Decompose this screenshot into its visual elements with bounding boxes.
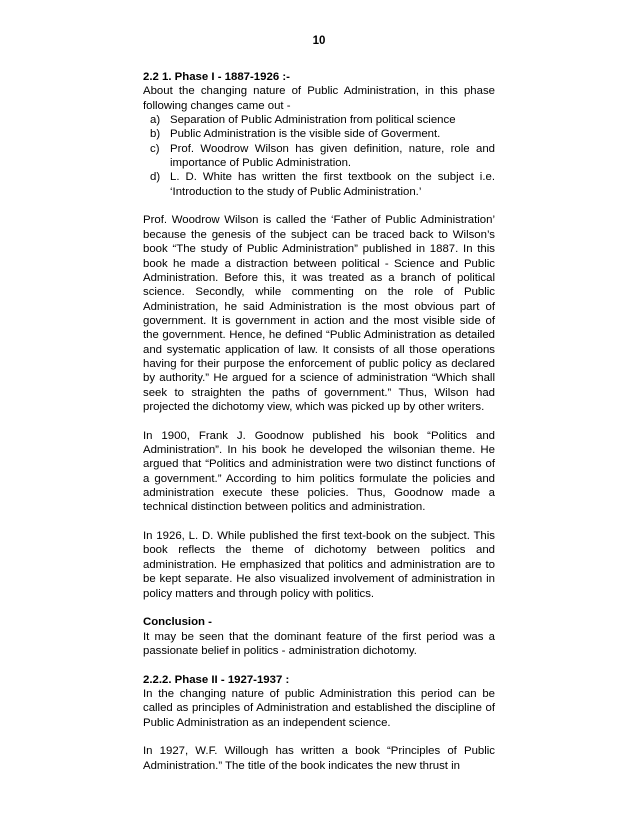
phase-2-text: In the changing nature of public Administration this period can be called as principles of Administration and established the discipline of Public Administration as an independent science.: [143, 688, 495, 729]
list-marker: a): [150, 114, 161, 127]
wilson-paragraph: Prof. Woodrow Wilson is called the ‘Father of Public Administration’ because the genesis of the subject can be traced back to Wilson’s book “The study of Public Administration” published in 1887. In this book he made a distraction between political - Science and Public Administration. Before this, it was treated as a branch of political science. Secondly, while commenting on the role of Public Administration, he said Administration is the most obvious part of government. It is government in action and the most visible side of the government. Hence, he defined “Public Administration as detailed and systematic application of law. It consists of all those operations having for their purpose the enforcement of public policy as declared by authority.” He argued for a science of administration “Which shall seek to straighten the paths of government.” Thus, Wilson had projected the dichotomy view, which was picked up by other writers.: [143, 214, 495, 413]
white-paragraph: In 1926, L. D. While published the first text-book on the subject. This book reflects the theme of dichotomy between politics and administration. He emphasized that politics and administration are to be kept separate. He also visualized involvement of administration in policy matters and through policy with politics.: [143, 530, 495, 600]
phase-1-intro: About the changing nature of Public Administration, in this phase following changes came out -: [143, 85, 495, 112]
list-item: [143, 170, 495, 199]
list-marker: d): [150, 171, 161, 184]
list-marker: c): [150, 142, 160, 155]
changes-list: [143, 113, 495, 199]
list-item: [143, 127, 495, 141]
list-item-text: Public Administration is the visible side of Goverment.: [170, 128, 441, 141]
phase-1-heading: 2.2 1. Phase I - 1887-1926 :-: [143, 71, 290, 83]
list-item: [143, 113, 495, 127]
phase-2-heading: 2.2.2. Phase II - 1927-1937 :: [143, 673, 290, 686]
list-item-text: Prof. Woodrow Wilson has given definition, nature, role and importance of Public Administration.: [170, 142, 495, 170]
list-item-text: Separation of Public Administration from political science: [170, 114, 456, 127]
conclusion-heading: Conclusion -: [143, 616, 212, 629]
list-item: [143, 142, 495, 171]
conclusion-text: It may be seen that the dominant feature of the first period was a passionate belief in politics - administration dichotomy.: [143, 630, 495, 657]
list-marker: b): [150, 128, 161, 141]
goodnow-paragraph: In 1900, Frank J. Goodnow published his book “Politics and Administration”. In his book he developed the wilsonian theme. He argued that “Politics and administration were two distinct functions of a government.” According to him politics formulate the policies and administration execute these policies. Thus, Goodnow made a technical distinction between politics and administration.: [143, 429, 495, 514]
list-item-text: L. D. White has written the first textbook on the subject i.e. ‘Introduction to the study of Public Administration.’: [170, 171, 495, 198]
page-number: 10: [312, 35, 326, 47]
page-content: [143, 70, 495, 773]
willough-paragraph: In 1927, W.F. Willough has written a book “Principles of Public Administration.” The title of the book indicates the new thrust in: [143, 745, 495, 772]
